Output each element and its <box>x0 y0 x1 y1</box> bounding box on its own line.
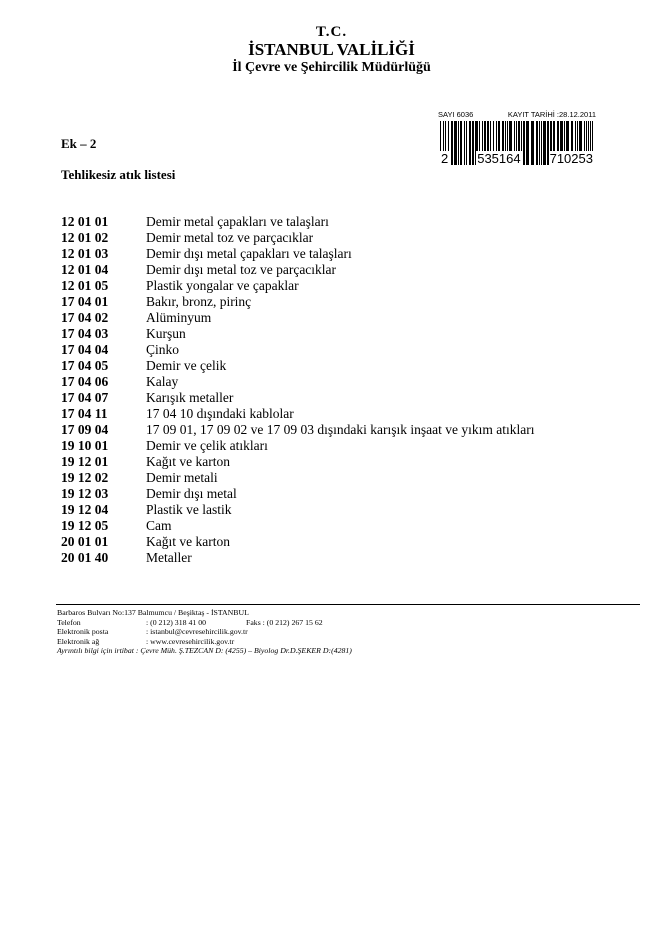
waste-code: 12 01 02 <box>61 230 109 245</box>
list-item <box>61 550 534 566</box>
barcode-bar <box>472 121 474 165</box>
waste-code: 20 01 01 <box>61 534 109 549</box>
footer-telefon-label: Telefon <box>57 617 81 627</box>
waste-description: Demir metali <box>146 470 218 485</box>
waste-code: 17 04 07 <box>61 390 109 405</box>
list-item <box>61 262 534 278</box>
waste-description: Karışık metaller <box>146 390 234 405</box>
barcode-bar <box>539 121 540 165</box>
waste-code: 17 04 04 <box>61 342 109 357</box>
waste-code: 12 01 04 <box>61 262 109 277</box>
list-item <box>61 374 534 390</box>
list-item <box>61 214 534 230</box>
waste-code: 12 01 05 <box>61 278 109 293</box>
waste-code: 20 01 40 <box>61 550 109 565</box>
barcode-digit-left: 2 <box>441 151 449 166</box>
barcode-bar <box>523 121 525 165</box>
list-item <box>61 454 534 470</box>
barcode-bar <box>466 121 467 165</box>
waste-description: Kurşun <box>146 326 186 341</box>
list-item <box>61 310 534 326</box>
barcode-bar <box>460 121 462 165</box>
waste-description: Demir metal çapakları ve talaşları <box>146 214 329 229</box>
barcode-bar <box>526 121 529 165</box>
waste-code: 17 09 04 <box>61 422 109 437</box>
waste-description: Demir dışı metal toz ve parçacıklar <box>146 262 337 277</box>
waste-code: 19 12 05 <box>61 518 109 533</box>
footer-telefon-value: : (0 212) 318 41 00 <box>146 617 206 627</box>
waste-code: 17 04 05 <box>61 358 109 373</box>
header-valilik: İSTANBUL VALİLİĞİ <box>248 40 415 59</box>
letterhead <box>0 24 663 76</box>
footer-divider <box>56 604 640 605</box>
waste-description: Metaller <box>146 550 192 565</box>
footer-ag-value: : www.cevresehircilik.gov.tr <box>146 636 235 646</box>
footer-eposta-label: Elektronik posta <box>57 627 109 637</box>
waste-description: Çinko <box>146 342 180 357</box>
footer-address: Barbaros Bulvarı No:137 Balmumcu / Beşiktaş - İSTANBUL <box>57 608 249 617</box>
list-item <box>61 502 534 518</box>
stamp-sayi: SAYI 6036 <box>438 110 474 119</box>
waste-description: Kağıt ve karton <box>146 534 230 549</box>
list-item <box>61 390 534 406</box>
footer-contact <box>57 608 352 656</box>
footer-eposta-value: : istanbul@cevresehircilik.gov.tr <box>146 627 248 637</box>
list-item <box>61 278 534 294</box>
waste-description: Demir dışı metal <box>146 486 237 501</box>
barcode-bar <box>541 121 542 165</box>
list-item <box>61 534 534 550</box>
list-item <box>61 294 534 310</box>
barcode-bar <box>464 121 465 165</box>
waste-description: Bakır, bronz, pirinç <box>146 294 252 309</box>
annex-label: Ek – 2 <box>61 136 97 151</box>
waste-code: 19 12 02 <box>61 470 109 485</box>
waste-description: Cam <box>146 518 172 533</box>
waste-code: 19 12 03 <box>61 486 109 501</box>
barcode-bar <box>536 121 538 165</box>
barcode-bar <box>454 121 457 165</box>
waste-code: 19 10 01 <box>61 438 109 453</box>
footer-faks: Faks : (0 212) 267 15 62 <box>246 617 323 627</box>
list-item <box>61 486 534 502</box>
barcode-bar <box>543 121 546 165</box>
list-item <box>61 246 534 262</box>
header-mudurluk: İl Çevre ve Şehircilik Müdürlüğü <box>232 60 431 75</box>
barcode-bar <box>451 121 453 165</box>
list-item <box>61 422 534 438</box>
barcode-bar <box>531 121 534 165</box>
waste-code: 12 01 03 <box>61 246 109 261</box>
list-item <box>61 342 534 358</box>
waste-code: 17 04 11 <box>61 406 108 421</box>
barcode-digits-right: 710253 <box>549 151 593 166</box>
waste-code: 19 12 01 <box>61 454 109 469</box>
list-item <box>61 470 534 486</box>
waste-description: Demir ve çelik <box>146 358 227 373</box>
waste-description: Kalay <box>146 374 179 389</box>
waste-code: 19 12 04 <box>61 502 109 517</box>
barcode-digits-mid: 535164 <box>477 151 521 166</box>
waste-description: Demir metal toz ve parçacıklar <box>146 230 314 245</box>
barcode-bar <box>458 121 459 165</box>
footer-ag-label: Elektronik ağ <box>57 636 100 646</box>
waste-code: 17 04 01 <box>61 294 109 309</box>
stamp-kayit-tarihi: KAYIT TARİHİ :28.12.2011 <box>507 110 596 119</box>
barcode-bar <box>469 121 471 165</box>
waste-code: 12 01 01 <box>61 214 109 229</box>
list-item <box>61 406 534 422</box>
waste-description: Alüminyum <box>146 310 212 325</box>
waste-code-list <box>61 214 534 566</box>
list-item <box>61 438 534 454</box>
waste-description: Plastik ve lastik <box>146 502 232 517</box>
list-item <box>61 230 534 246</box>
waste-description: Demir ve çelik atıkları <box>146 438 268 453</box>
waste-code: 17 04 02 <box>61 310 109 325</box>
waste-description: 17 04 10 dışındaki kablolar <box>146 406 294 421</box>
list-title: Tehlikesiz atık listesi <box>61 167 176 182</box>
waste-description: 17 09 01, 17 09 02 ve 17 09 03 dışındaki karışık inşaat ve yıkım atıkları <box>146 422 535 437</box>
waste-code: 17 04 06 <box>61 374 109 389</box>
waste-code: 17 04 03 <box>61 326 109 341</box>
list-item <box>61 518 534 534</box>
waste-description: Kağıt ve karton <box>146 454 230 469</box>
registry-stamp <box>438 110 596 166</box>
list-item <box>61 326 534 342</box>
waste-description: Demir dışı metal çapakları ve talaşları <box>146 246 352 261</box>
list-item <box>61 358 534 374</box>
header-tc: T.C. <box>315 24 348 40</box>
footer-contact-persons: Ayrıntılı bilgi için irtibat : Çevre Müh. Ş.TEZCAN D: (4255) – Biyolog Dr.D.ŞEKER D:(4281) <box>57 646 352 656</box>
waste-description: Plastik yongalar ve çapaklar <box>146 278 299 293</box>
